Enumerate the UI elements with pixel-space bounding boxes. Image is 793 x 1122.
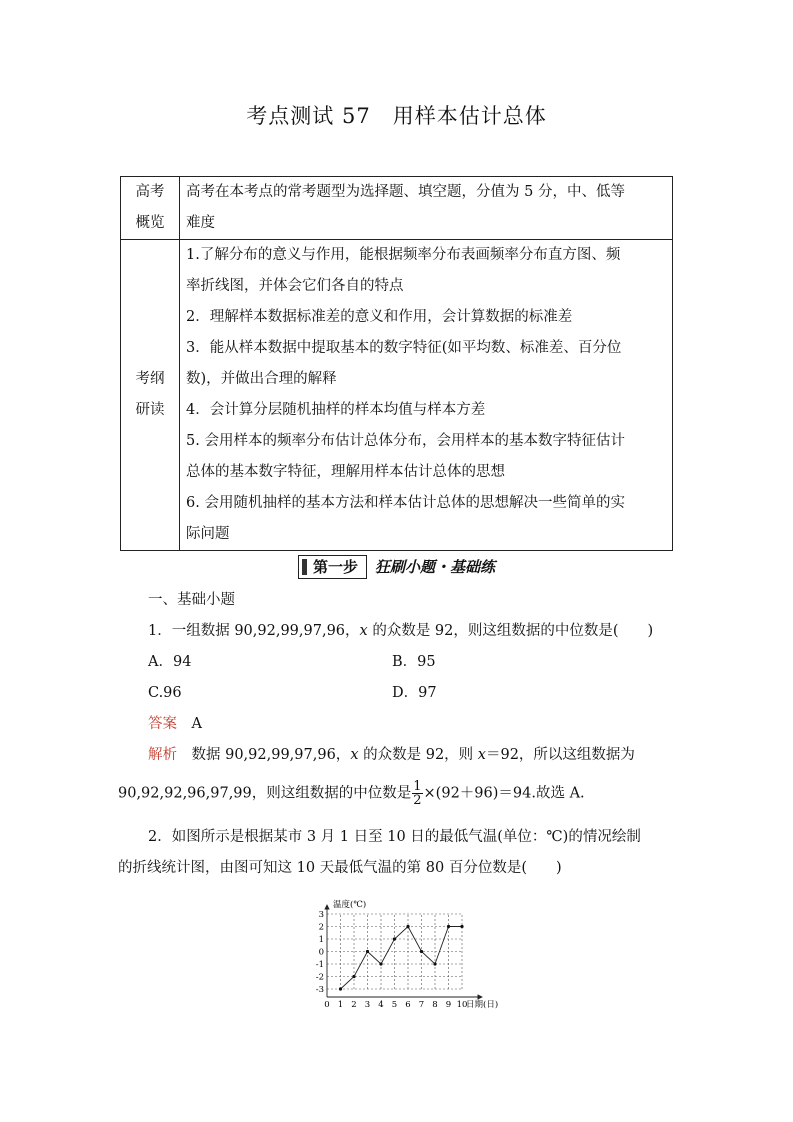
x-tick-label: 1 [337, 1000, 344, 1010]
section-heading: 一、基础小题 [148, 592, 235, 608]
x-tick-label: 9 [445, 1000, 452, 1010]
head-line: 高考 [135, 184, 165, 200]
step-banner [0, 555, 793, 579]
data-point [433, 962, 436, 965]
y-tick-label: -1 [315, 960, 324, 970]
data-point [406, 925, 409, 928]
temperature-line-chart [315, 893, 515, 1023]
analysis-label: 解析 [148, 747, 177, 763]
data-point [379, 962, 382, 965]
chart-axes [327, 905, 482, 997]
body-line: 率折线图，并体会它们各自的特点 [186, 278, 404, 294]
x-axis-label: 日期(日) [466, 1000, 499, 1010]
body-line: 5. 会用样本的频率分布估计总体分布，会用样本的基本数字特征估计 [186, 433, 625, 449]
body-line: 高考在本考点的常考题型为选择题、填空题，分值为 5 分，中、低等 [186, 184, 625, 200]
y-axis-label: 温度(℃) [333, 900, 367, 910]
table-row [121, 240, 673, 551]
page-title: 考点测试 57 用样本估计总体 [246, 104, 547, 128]
y-tick-label: 2 [318, 922, 324, 933]
fraction [412, 780, 422, 807]
analysis-var: x [477, 747, 486, 763]
row-head-overview [121, 177, 180, 240]
x-tick-label: 8 [432, 1000, 438, 1010]
data-point [352, 975, 355, 978]
x-tick-label: 4 [378, 1000, 384, 1010]
question-2-line-2: 的折线统计图，由图可知这 10 天最低气温的第 80 百分位数是( ) [118, 860, 562, 876]
body-line: 1.了解分布的意义与作用，能根据频率分布表画频率分布直方图、频 [186, 247, 621, 263]
analysis-text: ×(92＋96)＝94.故选 A. [423, 785, 585, 802]
y-tick-label: -2 [315, 972, 324, 983]
series-line [341, 927, 463, 990]
analysis-text: ＝92，所以这组数据为 [485, 747, 635, 763]
q1-pre: 1．一组数据 90,92,99,97,96， [148, 623, 360, 639]
body-line: 2．理解样本数据标准差的意义和作用，会计算数据的标准差 [186, 309, 573, 325]
y-tick-label: 1 [318, 935, 324, 945]
analysis-text: 数据 90,92,99,97,96， [191, 747, 351, 763]
option-d: D．97 [392, 685, 437, 701]
table-row [121, 177, 673, 240]
fraction-numerator: 1 [413, 779, 422, 794]
fraction-denominator: 2 [413, 793, 422, 808]
answer-label: 答案 [148, 716, 177, 732]
x-tick-label: 6 [405, 1000, 411, 1010]
chart-series [339, 925, 464, 991]
data-point [420, 950, 423, 953]
body-line: 3．能从样本数据中提取基本的数字特征(如平均数、标准差、百分位 [186, 340, 622, 356]
x-tick-label: 7 [418, 1000, 425, 1010]
question-1 [148, 621, 653, 641]
body-line: 难度 [186, 215, 215, 231]
q1-post: 的众数是 92，则这组数据的中位数是( ) [367, 623, 654, 639]
option-a: A．94 [148, 654, 192, 670]
option-b: B．95 [392, 654, 436, 670]
chart-ticks [316, 910, 468, 1010]
analysis-text: 的众数是 92，则 [358, 747, 478, 763]
head-line: 考纲 [135, 371, 165, 387]
row-head-syllabus [121, 240, 180, 551]
x-tick-label: 3 [364, 1000, 371, 1010]
analysis-line-1 [148, 745, 635, 765]
analysis-var: x [350, 747, 359, 763]
x-tick-label: 10 [456, 1000, 468, 1010]
data-point [460, 925, 463, 928]
body-line: 4．会计算分层随机抽样的样本均值与样本方差 [186, 402, 486, 418]
data-point [366, 950, 369, 953]
analysis-text: 90,92,92,96,97,99，则这组数据的中位数是 [118, 785, 412, 802]
y-tick-label: 3 [318, 910, 324, 920]
step-box: 第一步 [298, 555, 367, 579]
q1-var: x [359, 623, 368, 639]
body-line: 总体的基本数字特征，理解用样本估计总体的思想 [186, 464, 505, 480]
body-line: 数)，并做出合理的解释 [186, 371, 337, 387]
x-tick-label: 2 [351, 1000, 357, 1010]
data-point [447, 925, 450, 928]
head-line: 研读 [135, 402, 165, 418]
question-2-line-1: 2．如图所示是根据某市 3 月 1 日至 10 日的最低气温(单位：℃)的情况绘制 [148, 829, 641, 845]
body-line: 6. 会用随机抽样的基本方法和样本估计总体的思想解决一些简单的实 [186, 495, 625, 511]
row-body-overview [180, 177, 673, 240]
option-c: C.96 [148, 685, 182, 701]
x-tick-label: 5 [391, 1000, 398, 1010]
answer-value: A [191, 716, 202, 732]
step-title: 狂刷小题・基础练 [375, 558, 496, 576]
overview-table [120, 176, 673, 551]
chart-grid [327, 914, 462, 989]
body-line: 际问题 [186, 526, 230, 542]
head-line: 概览 [135, 215, 165, 231]
data-point [393, 937, 396, 940]
analysis-line-2 [118, 780, 585, 807]
y-tick-label: -3 [315, 985, 324, 995]
y-tick-label: 0 [318, 947, 324, 958]
data-point [339, 987, 342, 990]
x-tick-label: 0 [324, 1000, 330, 1010]
answer-line [148, 714, 202, 734]
row-body-syllabus [180, 240, 673, 551]
